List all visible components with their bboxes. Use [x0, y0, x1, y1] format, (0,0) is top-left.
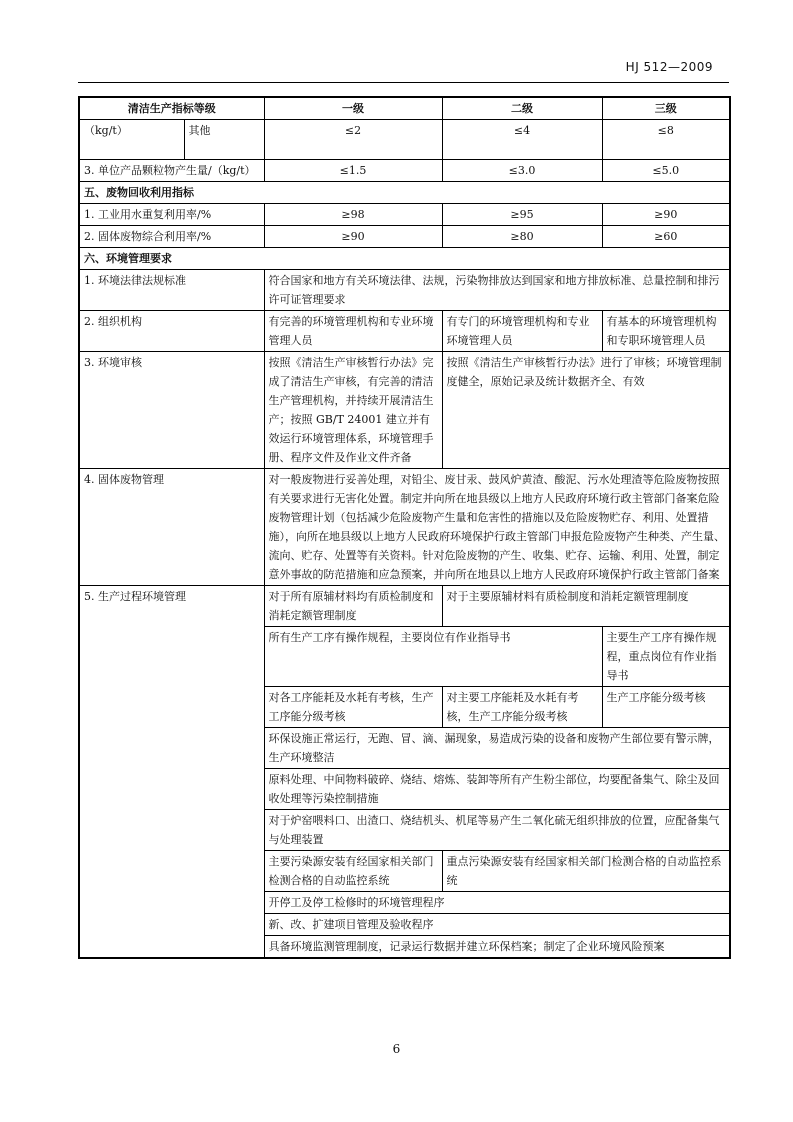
level-2-value: ≤3.0 — [442, 160, 602, 182]
requirement-text: 原料处理、中间物料破碎、烧结、熔炼、装卸等所有产生粉尘部位，均要配备集气、除尘及回收处理等污染控制措施 — [264, 769, 730, 810]
header-level-2: 二级 — [442, 97, 602, 120]
header-rule — [78, 82, 729, 83]
indicator-table — [78, 96, 731, 959]
row-label: 1. 环境法律法规标准 — [79, 270, 264, 311]
requirement-text: 具备环境监测管理制度，记录运行数据并建立环保档案；制定了企业环境风险预案 — [264, 936, 730, 959]
level-3-value: ≤5.0 — [602, 160, 730, 182]
level-2-value: 对主要工序能耗及水耗有考核，生产工序能分级考核 — [442, 687, 602, 728]
row-label: 其他 — [184, 120, 264, 160]
level-3-value: 生产工序能分级考核 — [602, 687, 730, 728]
row-label: 3. 环境审核 — [79, 352, 264, 469]
table-row — [79, 160, 730, 182]
requirement-text: 开停工及停工检修时的环境管理程序 — [264, 892, 730, 914]
row-label: 2. 组织机构 — [79, 311, 264, 352]
level-1-value: ≤2 — [264, 120, 442, 160]
level-1-value: 对于所有原辅材料均有质检制度和消耗定额管理制度 — [264, 586, 442, 627]
requirement-text: 对一般废物进行妥善处理，对铅尘、废甘汞、鼓风炉黄渣、酸泥、污水处理渣等危险废物按照有关要求进行无害化处置。制定并向所在地县级以上地方人民政府环境行政主管部门备案危险废物管理计划（包括减少危险废物产生量和危害性的措施以及危险废物贮存、利用、处置措施），向所在地县级以上地方人民政府环境保护行政主管部门申报危险废物产生种类、产生量、流向、贮存、处置等有关资料。针对危险废物的产生、收集、贮存、运输、利用、处置，制定意外事故的防范措施和应急预案，并向所在地县以上地方人民政府环境保护行政主管部门备案 — [264, 469, 730, 586]
row-label: 2. 固体废物综合利用率/% — [79, 226, 264, 248]
level-3-value: 主要生产工序有操作规程，重点岗位有作业指导书 — [602, 627, 730, 687]
row-label: 3. 单位产品颗粒物产生量/（kg/t） — [79, 160, 264, 182]
level-3-value: 有基本的环境管理机构和专职环境管理人员 — [602, 311, 730, 352]
level-1-value: 有完善的环境管理机构和专业环境管理人员 — [264, 311, 442, 352]
requirement-text: 新、改、扩建项目管理及验收程序 — [264, 914, 730, 936]
level-3-value: ≥60 — [602, 226, 730, 248]
level-3-value: ≥90 — [602, 204, 730, 226]
page-number: 6 — [392, 1042, 401, 1056]
section-row — [79, 248, 730, 270]
table-row — [79, 586, 730, 627]
requirement-text: 对于炉窑喂料口、出渣口、烧结机头、机尾等易产生二氧化硫无组织排放的位置，应配备集气与处理装置 — [264, 810, 730, 851]
table-row — [79, 120, 730, 160]
table-row — [79, 270, 730, 311]
section-row — [79, 182, 730, 204]
level-2-3-value: 对于主要原辅材料有质检制度和消耗定额管理制度 — [442, 586, 730, 627]
level-1-value: 按照《清洁生产审核暂行办法》完成了清洁生产审核，有完善的清洁生产管理机构，并持续开展清洁生产；按照 GB/T 24001 建立并有效运行环境管理体系，环境管理手册、程序文件及作业文件齐备 — [264, 352, 442, 469]
level-2-3-value: 按照《清洁生产审核暂行办法》进行了审核；环境管理制度健全，原始记录及统计数据齐全、有效 — [442, 352, 730, 469]
level-2-value: ≥95 — [442, 204, 602, 226]
standard-code: HJ 512—2009 — [625, 60, 713, 74]
level-2-value: ≤4 — [442, 120, 602, 160]
requirement-text: 环保设施正常运行，无跑、冒、滴、漏现象，易造成污染的设备和废物产生部位要有警示牌，生产环境整洁 — [264, 728, 730, 769]
header-indicator-level: 清洁生产指标等级 — [79, 97, 264, 120]
table-row — [79, 204, 730, 226]
level-3-value: ≤8 — [602, 120, 730, 160]
section-title: 六、环境管理要求 — [79, 248, 730, 270]
level-1-2-value: 所有生产工序有操作规程，主要岗位有作业指导书 — [264, 627, 602, 687]
table-row — [79, 352, 730, 469]
row-label: 4. 固体废物管理 — [79, 469, 264, 586]
table-header-row — [79, 97, 730, 120]
level-1-value: 对各工序能耗及水耗有考核，生产工序能分级考核 — [264, 687, 442, 728]
level-1-value: ≥98 — [264, 204, 442, 226]
table-row — [79, 226, 730, 248]
row-unit: （kg/t） — [79, 120, 184, 160]
level-2-3-value: 重点污染源安装有经国家相关部门检测合格的自动监控系统 — [442, 851, 730, 892]
section-title: 五、废物回收利用指标 — [79, 182, 730, 204]
header-level-3: 三级 — [602, 97, 730, 120]
table-row — [79, 311, 730, 352]
level-2-value: 有专门的环境管理机构和专业环境管理人员 — [442, 311, 602, 352]
level-1-value: ≥90 — [264, 226, 442, 248]
table-row — [79, 469, 730, 586]
row-label: 1. 工业用水重复利用率/% — [79, 204, 264, 226]
header-level-1: 一级 — [264, 97, 442, 120]
level-1-value: 主要污染源安装有经国家相关部门检测合格的自动监控系统 — [264, 851, 442, 892]
level-1-value: ≤1.5 — [264, 160, 442, 182]
requirement-text: 符合国家和地方有关环境法律、法规，污染物排放达到国家和地方排放标准、总量控制和排污许可证管理要求 — [264, 270, 730, 311]
row-label: 5. 生产过程环境管理 — [79, 586, 264, 959]
level-2-value: ≥80 — [442, 226, 602, 248]
